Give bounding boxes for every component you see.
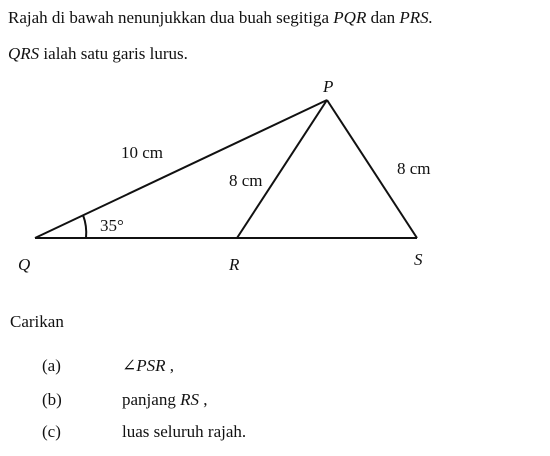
triangle-pqr-label: PQR bbox=[333, 8, 367, 27]
question-a-suffix: , bbox=[165, 356, 175, 375]
intro-line-1 bbox=[8, 8, 433, 28]
intro-text: Rajah di bawah nenunjukkan dua buah segitiga bbox=[8, 8, 334, 27]
question-b-suffix: , bbox=[198, 390, 208, 409]
vertex-r-label: R bbox=[229, 255, 240, 274]
question-c-label: (c) bbox=[42, 422, 61, 441]
question-a-text bbox=[122, 356, 174, 376]
intro-connector: dan bbox=[366, 8, 400, 27]
triangle-diagram bbox=[0, 70, 550, 280]
segment-rs-label: RS bbox=[180, 390, 199, 409]
carikan-label: Carikan bbox=[10, 312, 64, 331]
vertex-s-label: S bbox=[414, 250, 423, 269]
intro-line-2-text: ialah satu garis lurus. bbox=[39, 44, 188, 63]
length-label-ps: 8 cm bbox=[397, 159, 431, 178]
vertex-q-label: Q bbox=[18, 255, 31, 274]
question-c-text: luas seluruh rajah. bbox=[122, 422, 247, 441]
length-label-pq: 10 cm bbox=[121, 143, 164, 162]
question-a-label: (a) bbox=[42, 356, 61, 375]
line-qrs-label: QRS bbox=[8, 44, 40, 63]
line-qp bbox=[35, 100, 327, 238]
question-b-label: (b) bbox=[42, 390, 62, 409]
angle-symbol-icon: ∠ bbox=[122, 356, 137, 375]
angle-label-q: 35° bbox=[100, 216, 124, 235]
intro-line-2 bbox=[8, 44, 188, 64]
angle-psr-label: PSR bbox=[136, 356, 166, 375]
length-label-pr: 8 cm bbox=[229, 171, 263, 190]
vertex-p-label: P bbox=[323, 77, 334, 96]
question-b-prefix: panjang bbox=[122, 390, 181, 409]
triangle-prs-label: PRS. bbox=[399, 8, 433, 27]
diagram-lines bbox=[35, 100, 417, 238]
angle-arc-q bbox=[83, 215, 86, 238]
question-b-text bbox=[122, 390, 207, 410]
